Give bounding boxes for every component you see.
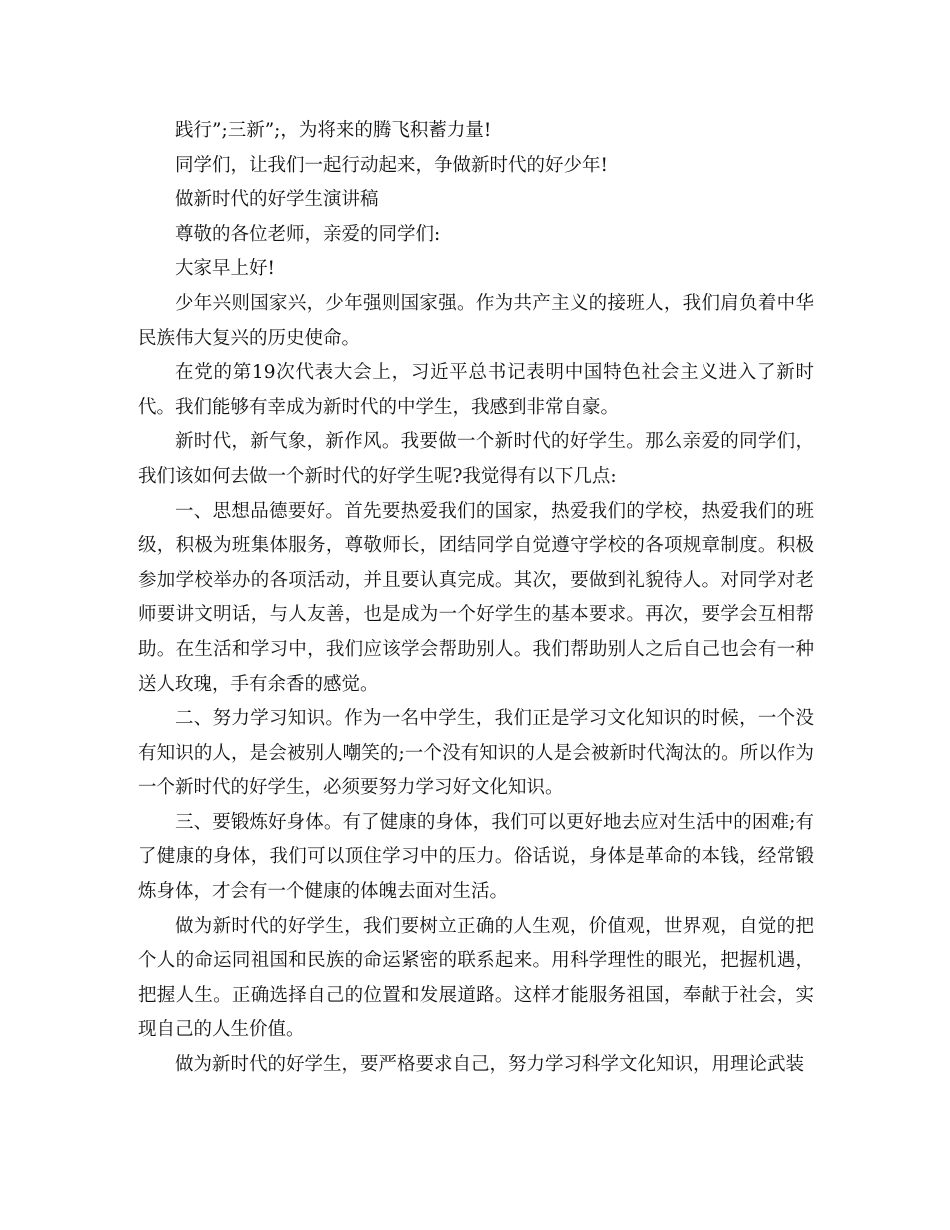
paragraph: 在党的第19次代表大会上，习近平总书记表明中国特色社会主义进入了新时代。我们能够有幸成为新时代的中学生，我感到非常自豪。 (138, 362, 814, 418)
paragraph: 新时代，新气象，新作风。我要做一个新时代的好学生。那么亲爱的同学们，我们该如何去做一个新时代的好学生呢?我觉得有以下几点: (138, 431, 814, 487)
paragraph: 三、要锻炼好身体。有了健康的身体，我们可以更好地去应对生活中的困难;有了健康的身体，我们可以顶住学习中的压力。俗话说，身体是革命的本钱，经常锻炼身体，才会有一个健康的体魄去面对生活。 (138, 811, 814, 903)
paragraph: 践行”;三新”;，为将来的腾飞积蓄力量! (175, 120, 492, 141)
paragraph: 一、思想品德要好。首先要热爱我们的国家，热爱我们的学校，热爱我们的班级，积极为班集体服务，尊敬师长，团结同学自觉遵守学校的各项规章制度。积极参加学校举办的各项活动，并且要认真完成。其次，要做到礼貌待人。对同学对老师要讲文明话，与人友善，也是成为一个好学生的基本要求。再次，要学会互相帮助。在生活和学习中，我们应该学会帮助别人。我们帮助别人之后自己也会有一种送人玫瑰，手有余香的感觉。 (138, 500, 814, 695)
paragraph: 二、努力学习知识。作为一名中学生，我们正是学习文化知识的时候，一个没有知识的人，是会被别人嘲笑的;一个没有知识的人是会被新时代淘汰的。所以作为一个新时代的好学生，必须要努力学习好文化知识。 (138, 708, 814, 799)
salutation: 尊敬的各位老师，亲爱的同学们: (175, 223, 441, 245)
paragraph: 做为新时代的好学生，要严格要求自己，努力学习科学文化知识，用理论武装 (175, 1054, 805, 1076)
paragraph: 少年兴则国家兴，少年强则国家强。作为共产主义的接班人，我们肩负着中华民族伟大复兴的历史使命。 (138, 292, 814, 349)
paragraph: 同学们，让我们一起行动起来，争做新时代的好少年! (175, 154, 608, 176)
paragraph: 做为新时代的好学生，我们要树立正确的人生观，价值观，世界观，自觉的把个人的命运同祖国和民族的命运紧密的联系起来。用科学理性的眼光，把握机遇，把握人生。正确选择自己的位置和发展道路。这样才能服务祖国，奉献于社会，实现自己的人生价值。 (138, 915, 814, 1041)
greeting: 大家早上好! (175, 258, 275, 280)
speech-title: 做新时代的好学生演讲稿 (175, 189, 379, 211)
document-body (138, 114, 814, 1083)
